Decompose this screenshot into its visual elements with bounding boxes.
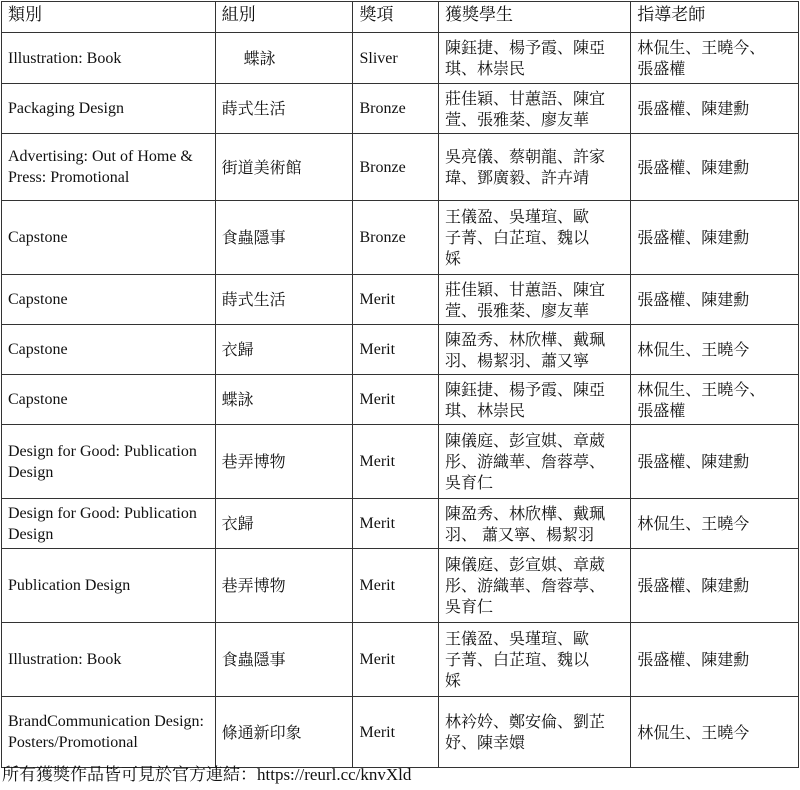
student-line: 陳盈秀、林欣樺、戴珮 [444,329,605,349]
cell-teachers [631,425,799,499]
table-body [2,33,799,768]
student-line: 陳鈺捷、楊予霞、陳亞 [444,379,605,399]
student-line: 莊佳穎、甘蕙語、陳宜 [444,279,605,299]
table-row [2,201,799,275]
student-line: 妤、陳幸嬛 [444,733,525,752]
teacher-line: 張盛權、陳建勳 [637,99,750,118]
cell-teachers [631,134,799,201]
cell-teachers [631,201,799,275]
cell-group: 蝶詠 [215,33,353,84]
student-line: 琪、林崇民 [444,400,525,420]
student-line: 林衿妗、鄭安倫、劉芷 [444,712,605,731]
cell-group: 食蟲隱事 [215,623,353,697]
cell-category: Design for Good: Publication Design [2,499,216,549]
cell-students [438,697,630,768]
header-category: 類別 [2,2,216,33]
cell-group: 食蟲隱事 [215,201,353,275]
cell-award: Bronze [353,201,438,275]
table-row [2,84,799,134]
cell-group: 蒔式生活 [215,84,353,134]
teacher-line: 林侃生、王曉今、 [637,38,766,57]
cell-category: Illustration: Book [2,623,216,697]
cell-award: Bronze [353,84,438,134]
cell-students [438,275,630,325]
cell-teachers [631,375,799,425]
header-award: 獎項 [353,2,438,33]
teacher-line: 林侃生、王曉今 [637,340,750,359]
awards-table [1,1,799,768]
teacher-line: 林侃生、王曉今、 [637,379,766,399]
teacher-line: 張盛權、陳建勳 [637,576,750,595]
cell-group: 巷弄博物 [215,425,353,499]
cell-group: 巷弄博物 [215,549,353,623]
cell-students [438,33,630,84]
table-row [2,33,799,84]
footer-note[interactable]: 所有獲獎作品皆可見於官方連結：https://reurl.cc/knvXld [2,765,412,784]
student-line: 琪、林崇民 [444,59,525,78]
cell-teachers [631,275,799,325]
cell-award: Merit [353,499,438,549]
table-row [2,325,799,375]
cell-group: 蝶詠 [215,375,353,425]
cell-students [438,84,630,134]
teacher-line: 張盛權、陳建勳 [637,290,750,309]
student-line: 萱、張雅棻、廖友華 [444,109,589,129]
cell-students [438,623,630,697]
cell-teachers [631,623,799,697]
student-line: 彤、游織華、詹蓉葶、 [444,576,605,595]
cell-award: Merit [353,425,438,499]
teacher-line: 林侃生、王曉今 [637,514,750,533]
teacher-line: 張盛權、陳建勳 [637,452,750,471]
cell-group: 街道美術館 [215,134,353,201]
cell-category: Illustration: Book [2,33,216,84]
student-line: 陳儀庭、彭宣娸、章葳 [444,431,605,450]
table-row [2,697,799,768]
cell-award: Merit [353,275,438,325]
cell-teachers [631,84,799,134]
student-line: 子菁、白芷瑄、魏以 [444,650,589,669]
student-line: 吳育仁 [444,597,493,616]
table-row [2,499,799,549]
student-line: 彤、游織華、詹蓉葶、 [444,452,605,471]
cell-category: Publication Design [2,549,216,623]
cell-group: 衣歸 [215,325,353,375]
student-line: 婇 [444,249,461,268]
header-teachers: 指導老師 [631,2,799,33]
student-line: 子菁、白芷瑄、魏以 [444,228,589,247]
cell-students [438,201,630,275]
student-line: 莊佳穎、甘蕙語、陳宜 [444,88,605,108]
student-line: 陳儀庭、彭宣娸、章葳 [444,555,605,574]
teacher-line: 林侃生、王曉今 [637,722,750,742]
table-row [2,134,799,201]
teacher-line: 張盛權、陳建勳 [637,650,750,669]
cell-teachers [631,33,799,84]
cell-category: Advertising: Out of Home & Press: Promotional [2,134,216,201]
table-row [2,375,799,425]
cell-award: Bronze [353,134,438,201]
cell-category: Capstone [2,275,216,325]
teacher-line: 張盛權 [637,400,686,420]
cell-category: Capstone [2,375,216,425]
student-line: 陳鈺捷、楊予霞、陳亞 [444,38,605,57]
cell-students [438,375,630,425]
table-row [2,623,799,697]
cell-teachers [631,325,799,375]
cell-award: Merit [353,549,438,623]
student-line: 陳盈秀、林欣樺、戴珮 [444,503,605,523]
table-row [2,425,799,499]
cell-award: Merit [353,375,438,425]
cell-students [438,134,630,201]
student-line: 王儀盈、吳瑾瑄、歐 [444,629,589,648]
cell-teachers [631,499,799,549]
table-row [2,549,799,623]
cell-teachers [631,697,799,768]
cell-award: Merit [353,623,438,697]
student-line: 婇 [444,671,461,690]
cell-category: BrandCommunication Design: Posters/Promotional [2,697,216,768]
cell-category: Design for Good: Publication Design [2,425,216,499]
cell-students [438,499,630,549]
cell-group: 蒔式生活 [215,275,353,325]
student-line: 吳育仁 [444,473,493,492]
cell-students [438,325,630,375]
teacher-line: 張盛權、陳建勳 [637,157,750,177]
header-students: 獲獎學生 [438,2,630,33]
cell-teachers [631,549,799,623]
student-line: 王儀盈、吳瑾瑄、歐 [444,207,589,226]
header-group: 組別 [215,2,353,33]
student-line: 萱、張雅棻、廖友華 [444,300,589,320]
cell-category: Packaging Design [2,84,216,134]
cell-group: 衣歸 [215,499,353,549]
table-row [2,275,799,325]
student-line: 瑋、鄧廣毅、許卉靖 [444,168,589,187]
cell-category: Capstone [2,325,216,375]
table-header-row [2,2,799,33]
cell-award: Sliver [353,33,438,84]
cell-award: Merit [353,697,438,768]
student-line: 吳亮儀、蔡朝龍、許家 [444,147,605,166]
cell-group: 條通新印象 [215,697,353,768]
student-line: 羽、 蕭又寧、楊絜羽 [444,524,595,544]
teacher-line: 張盛權、陳建勳 [637,228,750,247]
cell-category: Capstone [2,201,216,275]
cell-students [438,425,630,499]
teacher-line: 張盛權 [637,59,686,78]
cell-award: Merit [353,325,438,375]
cell-students [438,549,630,623]
student-line: 羽、楊絜羽、蕭又寧 [444,350,589,370]
